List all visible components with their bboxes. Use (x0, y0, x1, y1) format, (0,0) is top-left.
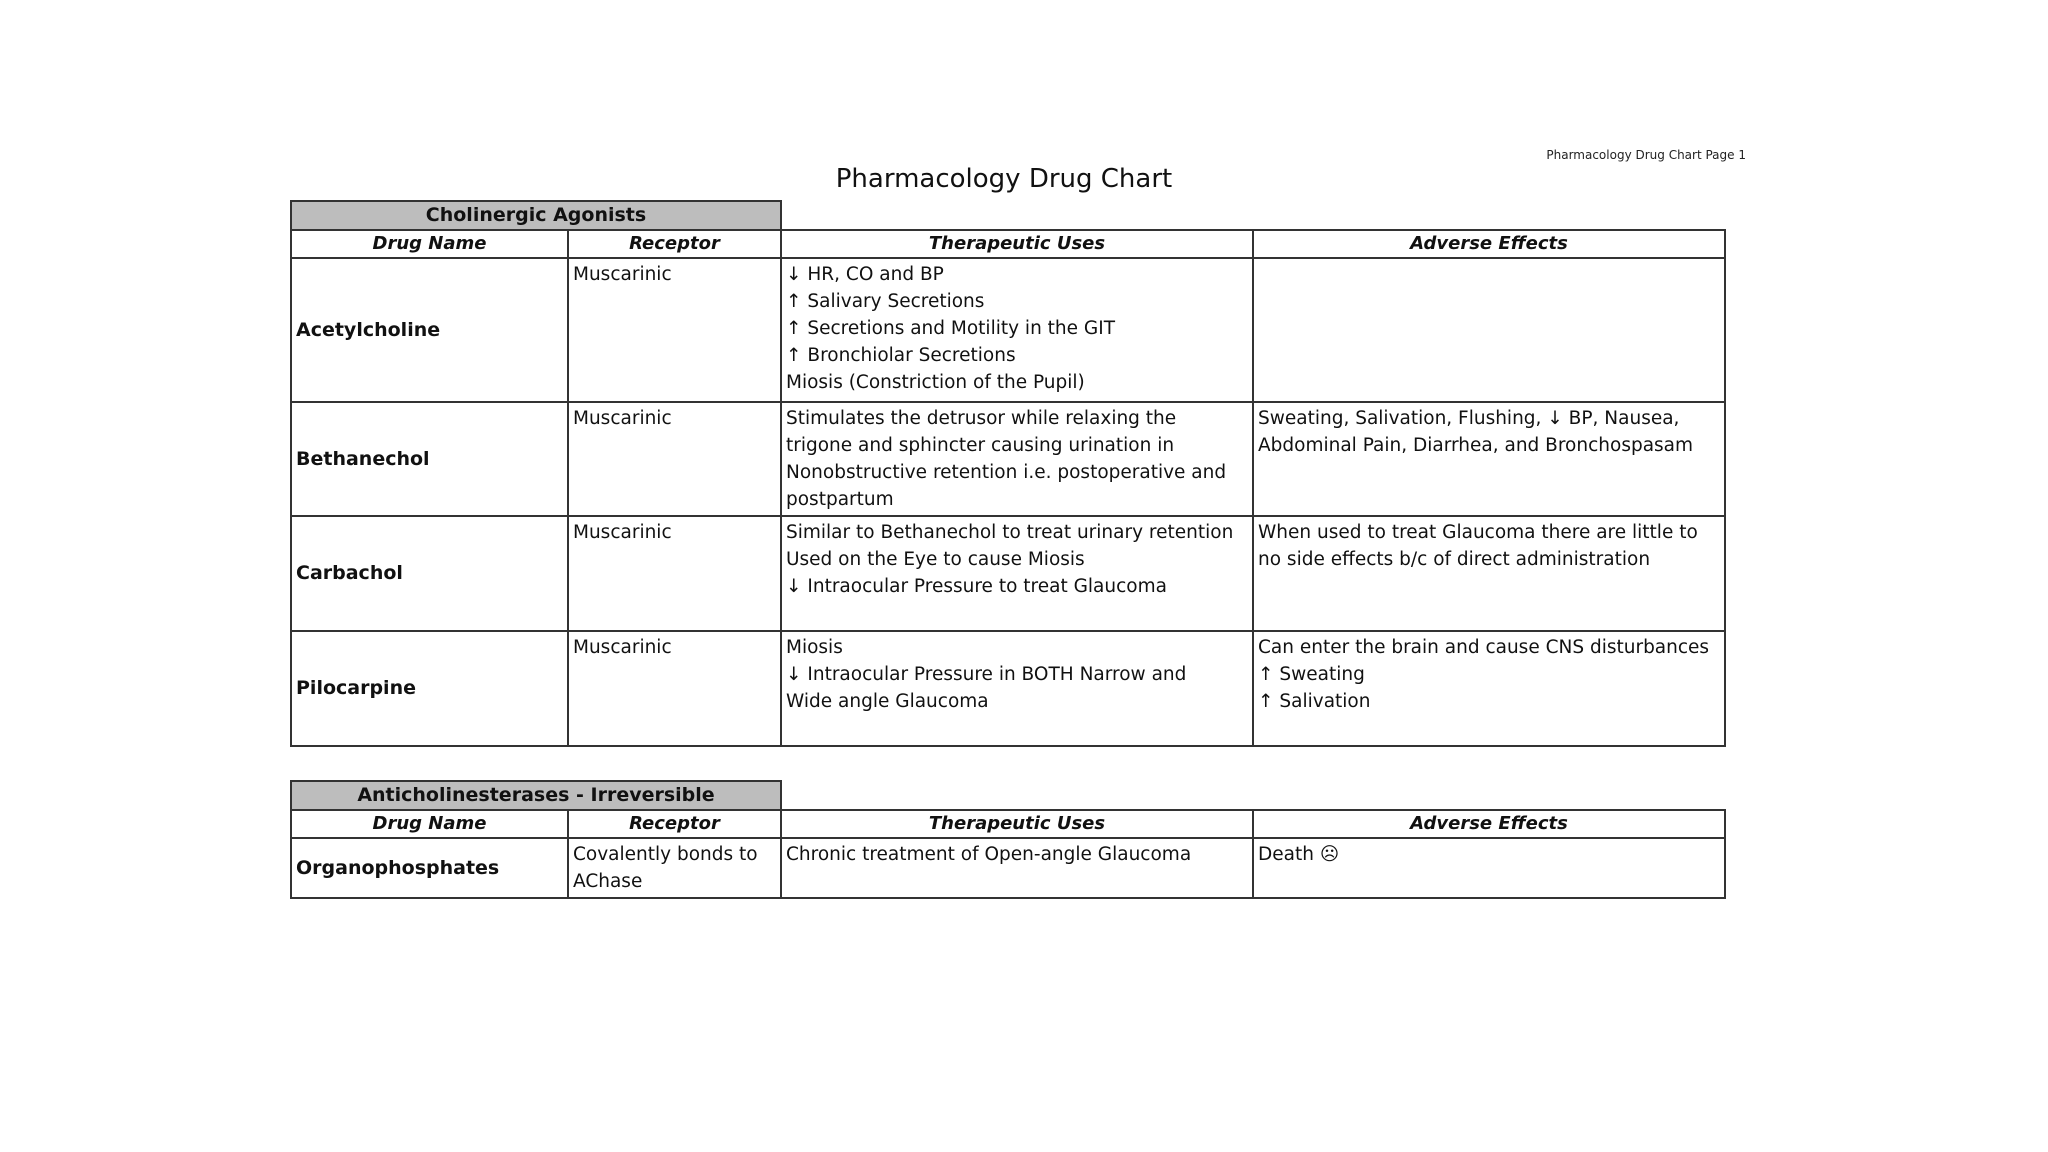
receptor-cell: Muscarinic (568, 402, 781, 516)
therapeutic-uses-cell (781, 631, 1253, 746)
therapeutic-use-line: ↑ Secretions and Motility in the GIT (786, 318, 1116, 339)
therapeutic-use-line: Similar to Bethanechol to treat urinary retention (786, 522, 1234, 543)
therapeutic-use-line: Stimulates the detrusor while relaxing the (786, 408, 1177, 429)
receptor-cell (568, 838, 781, 898)
column-header-row (291, 810, 1725, 838)
drug-name-cell: Carbachol (291, 516, 568, 631)
therapeutic-use-line: Chronic treatment of Open-angle Glaucoma (786, 844, 1192, 865)
receptor-cell: Muscarinic (568, 258, 781, 402)
therapeutic-uses-cell (781, 516, 1253, 631)
adverse-effects-cell (1253, 516, 1725, 631)
drug-name-cell: Bethanechol (291, 402, 568, 516)
therapeutic-uses-cell (781, 402, 1253, 516)
table-row (291, 516, 1725, 631)
column-header-row (291, 230, 1725, 258)
drug-name-cell: Pilocarpine (291, 631, 568, 746)
section-header-blank (781, 201, 1725, 230)
drug-name-cell: Acetylcholine (291, 258, 568, 402)
adverse-effect-line: ↑ Salivation (1258, 691, 1371, 712)
page-header-label: Pharmacology Drug Chart Page 1 (1546, 148, 1746, 162)
cholinergic-agonists-table (290, 200, 1726, 747)
adverse-effect-line: Death ☹ (1258, 844, 1340, 865)
column-header-drug-name: Drug Name (291, 230, 568, 258)
receptor-line: AChase (573, 871, 643, 892)
table-row (291, 402, 1725, 516)
adverse-effects-cell (1253, 402, 1725, 516)
adverse-effects-cell (1253, 838, 1725, 898)
adverse-effects-cell (1253, 631, 1725, 746)
therapeutic-uses-cell (781, 838, 1253, 898)
column-header-therapeutic-uses: Therapeutic Uses (781, 810, 1253, 838)
section-title: Cholinergic Agonists (291, 201, 781, 230)
therapeutic-use-line: ↓ Intraocular Pressure to treat Glaucoma (786, 576, 1167, 597)
adverse-effect-line: ↑ Sweating (1258, 664, 1365, 685)
therapeutic-use-line: Wide angle Glaucoma (786, 691, 989, 712)
table-row (291, 838, 1725, 898)
receptor-cell: Muscarinic (568, 631, 781, 746)
adverse-effect-line: Sweating, Salivation, Flushing, ↓ BP, Nausea, (1258, 408, 1680, 429)
therapeutic-use-line: postpartum (786, 489, 894, 510)
adverse-effects-cell (1253, 258, 1725, 402)
drug-name-cell: Organophosphates (291, 838, 568, 898)
column-header-adverse-effects: Adverse Effects (1253, 230, 1725, 258)
therapeutic-use-line: ↓ HR, CO and BP (786, 264, 944, 285)
column-header-receptor: Receptor (568, 810, 781, 838)
therapeutic-uses-cell (781, 258, 1253, 402)
column-header-adverse-effects: Adverse Effects (1253, 810, 1725, 838)
therapeutic-use-line: ↑ Bronchiolar Secretions (786, 345, 1016, 366)
adverse-effect-line: Can enter the brain and cause CNS disturbances (1258, 637, 1710, 658)
therapeutic-use-line: ↑ Salivary Secretions (786, 291, 985, 312)
page-title-text: Pharmacology Drug Chart (835, 164, 1173, 194)
therapeutic-use-line: ↓ Intraocular Pressure in BOTH Narrow and (786, 664, 1187, 685)
therapeutic-use-line: trigone and sphincter causing urination in (786, 435, 1175, 456)
adverse-effect-line: When used to treat Glaucoma there are little to (1258, 522, 1698, 543)
column-header-therapeutic-uses: Therapeutic Uses (781, 230, 1253, 258)
adverse-effect-line: no side effects b/c of direct administration (1258, 549, 1651, 570)
receptor-line: Covalently bonds to (573, 844, 758, 865)
therapeutic-use-line: Miosis (786, 637, 843, 658)
section-header-row (291, 201, 1725, 230)
section-title: Anticholinesterases - Irreversible (291, 781, 781, 810)
page-title (0, 164, 2048, 194)
therapeutic-use-line: Miosis (Constriction of the Pupil) (786, 372, 1085, 393)
section-header-row (291, 781, 1725, 810)
column-header-receptor: Receptor (568, 230, 781, 258)
anticholinesterases-table (290, 780, 1726, 899)
column-header-drug-name: Drug Name (291, 810, 568, 838)
receptor-cell: Muscarinic (568, 516, 781, 631)
therapeutic-use-line: Nonobstructive retention i.e. postoperative and (786, 462, 1227, 483)
therapeutic-use-line: Used on the Eye to cause Miosis (786, 549, 1085, 570)
table-row (291, 258, 1725, 402)
adverse-effect-line: Abdominal Pain, Diarrhea, and Bronchospasam (1258, 435, 1694, 456)
section-header-blank (781, 781, 1725, 810)
table-row (291, 631, 1725, 746)
